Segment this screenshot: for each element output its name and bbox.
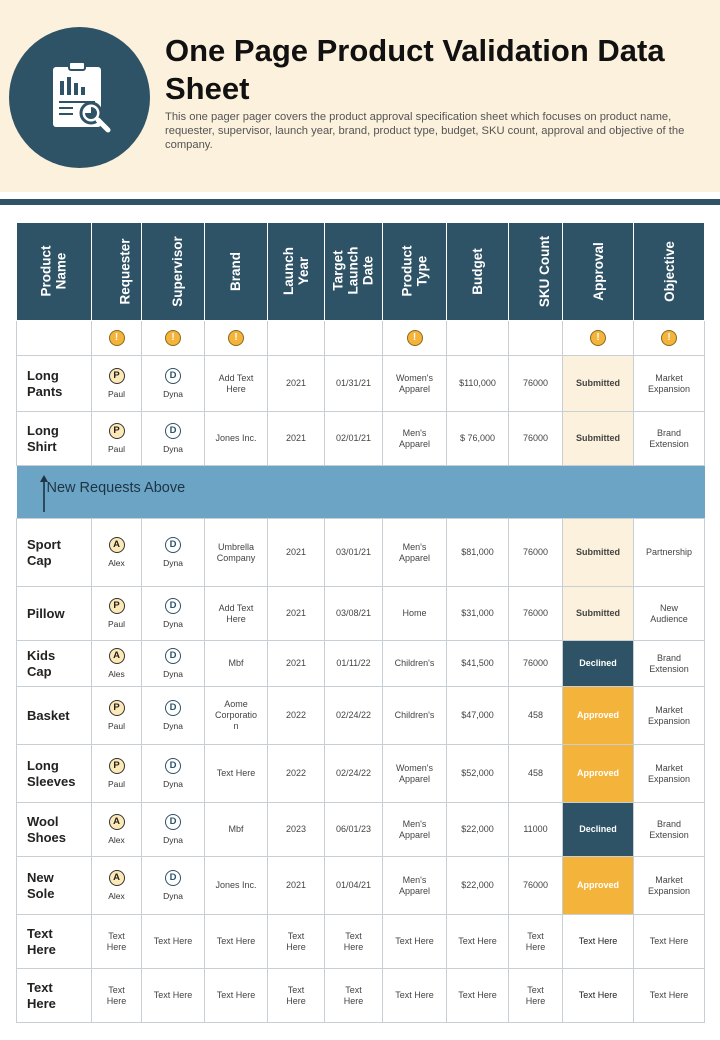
launch-date-cell: 03/01/21 — [325, 519, 383, 587]
requester-name: Alex — [108, 890, 125, 901]
warning-cell — [92, 321, 142, 356]
brand-cell: Aome Corporatio n — [205, 687, 268, 745]
requester-cell — [92, 519, 142, 587]
requester-avatar-group — [94, 598, 139, 630]
requester-avatar-group — [94, 758, 139, 790]
budget-cell: $110,000 — [447, 356, 509, 412]
warning-cell — [205, 321, 268, 356]
objective-cell: Partnership — [634, 519, 705, 587]
sku-count-cell: 76000 — [509, 356, 563, 412]
product-name: New Sole — [17, 857, 92, 915]
product-name: Wool Shoes — [17, 803, 92, 857]
brand-cell: Mbf — [205, 803, 268, 857]
product-type-cell: Children's — [383, 687, 447, 745]
requester-name: Paul — [107, 388, 125, 399]
approval-status-badge: Declined — [563, 803, 634, 857]
col-objective — [634, 223, 705, 321]
col-supervisor — [142, 223, 205, 321]
requester-avatar-group — [94, 423, 139, 455]
warning-cell — [563, 321, 634, 356]
product-type-cell: Men's Apparel — [383, 412, 447, 466]
launch-date-cell: 02/24/22 — [325, 687, 383, 745]
requester-cell — [92, 412, 142, 466]
approval-status-badge: Text Here — [563, 969, 634, 1023]
table-row — [17, 745, 705, 803]
supervisor-cell — [142, 803, 205, 857]
supervisor-name: Dyna — [163, 668, 183, 679]
budget-cell: Text Here — [447, 969, 509, 1023]
budget-cell: $81,000 — [447, 519, 509, 587]
col-label: Supervisor — [169, 235, 185, 307]
product-type-cell: Home — [383, 587, 447, 641]
launch-year-cell: 2021 — [268, 519, 325, 587]
launch-date-cell: 01/11/22 — [325, 641, 383, 687]
warning-icon: ! — [590, 330, 606, 346]
col-label: Product Name — [38, 244, 69, 297]
sku-count-cell: 458 — [509, 687, 563, 745]
warning-cell — [142, 321, 205, 356]
requester-cell — [92, 745, 142, 803]
product-name: Pillow — [17, 587, 92, 641]
supervisor-name: Dyna — [163, 890, 183, 901]
page-subtitle: This one pager pager covers the product approval specification sheet which focuses on product name, requester, supervisor, launch year, brand, product type, budget, SKU count, approval and objective of the company. — [165, 111, 685, 151]
warning-icon: ! — [165, 330, 181, 346]
col-label: Requester — [117, 237, 133, 305]
requester-name: Paul — [107, 618, 125, 629]
supervisor-avatar-group — [144, 537, 202, 569]
brand-cell: Text Here — [205, 969, 268, 1023]
table-row — [17, 687, 705, 745]
product-name: Long Pants — [17, 356, 92, 412]
supervisor-avatar-group — [144, 423, 202, 455]
logo-badge — [9, 27, 150, 168]
supervisor-avatar-group — [144, 814, 202, 846]
requester-cell: Text Here — [92, 915, 142, 969]
launch-year-cell: 2021 — [268, 641, 325, 687]
col-brand — [205, 223, 268, 321]
table-row — [17, 412, 705, 466]
budget-cell: $47,000 — [447, 687, 509, 745]
table-row — [17, 857, 705, 915]
launch-date-cell: Text Here — [325, 915, 383, 969]
supervisor-avatar-group — [144, 758, 202, 790]
empty-cell — [509, 321, 563, 356]
launch-date-cell: 06/01/23 — [325, 803, 383, 857]
budget-cell: $52,000 — [447, 745, 509, 803]
avatar: P — [109, 758, 125, 774]
product-name: Long Sleeves — [17, 745, 92, 803]
separator-cell — [17, 466, 705, 519]
avatar: P — [109, 368, 125, 384]
supervisor-cell — [142, 745, 205, 803]
objective-cell: Market Expansion — [634, 857, 705, 915]
requester-name: Paul — [107, 443, 125, 454]
supervisor-avatar-group — [144, 368, 202, 400]
warning-cell — [634, 321, 705, 356]
product-type-cell: Women's Apparel — [383, 356, 447, 412]
col-label: Target Launch Date — [330, 246, 376, 295]
col-label: Budget — [470, 247, 485, 295]
empty-cell — [17, 321, 92, 356]
supervisor-cell — [142, 687, 205, 745]
empty-cell — [268, 321, 325, 356]
launch-year-cell: 2023 — [268, 803, 325, 857]
supervisor-cell — [142, 519, 205, 587]
product-type-cell: Men's Apparel — [383, 803, 447, 857]
avatar: D — [165, 598, 181, 614]
approval-status-badge: Approved — [563, 745, 634, 803]
report-magnifier-icon — [9, 27, 150, 168]
avatar: D — [165, 648, 181, 664]
supervisor-name: Dyna — [163, 778, 183, 789]
sku-count-cell: 76000 — [509, 519, 563, 587]
supervisor-avatar-group — [144, 598, 202, 630]
product-type-cell: Men's Apparel — [383, 519, 447, 587]
requester-cell — [92, 641, 142, 687]
sku-count-cell: 76000 — [509, 587, 563, 641]
supervisor-cell — [142, 412, 205, 466]
requester-avatar-group — [94, 700, 139, 732]
budget-cell: $ 76,000 — [447, 412, 509, 466]
brand-cell: Jones Inc. — [205, 412, 268, 466]
approval-status-badge: Approved — [563, 857, 634, 915]
launch-year-cell: 2022 — [268, 745, 325, 803]
approval-status-badge: Submitted — [563, 412, 634, 466]
budget-cell: $22,000 — [447, 857, 509, 915]
requester-name: Alex — [108, 557, 125, 568]
empty-cell — [325, 321, 383, 356]
launch-date-cell: 01/04/21 — [325, 857, 383, 915]
launch-date-cell: 02/01/21 — [325, 412, 383, 466]
table-row — [17, 969, 705, 1023]
sku-count-cell: 11000 — [509, 803, 563, 857]
approval-status-badge: Approved — [563, 687, 634, 745]
brand-cell: Add Text Here — [205, 356, 268, 412]
launch-year-cell: 2021 — [268, 857, 325, 915]
budget-cell: $31,000 — [447, 587, 509, 641]
table-row — [17, 519, 705, 587]
table-row — [17, 641, 705, 687]
objective-cell: Market Expansion — [634, 745, 705, 803]
avatar: A — [109, 648, 125, 664]
approval-status-badge: Submitted — [563, 356, 634, 412]
supervisor-name: Dyna — [163, 720, 183, 731]
sku-count-cell: 76000 — [509, 641, 563, 687]
supervisor-name: Dyna — [163, 618, 183, 629]
avatar: A — [109, 870, 125, 886]
requester-cell — [92, 587, 142, 641]
avatar: D — [165, 814, 181, 830]
requester-cell — [92, 687, 142, 745]
supervisor-avatar-group — [144, 648, 202, 680]
avatar: D — [165, 537, 181, 553]
avatar: D — [165, 700, 181, 716]
approval-status-badge: Submitted — [563, 519, 634, 587]
avatar: D — [165, 423, 181, 439]
supervisor-cell — [142, 857, 205, 915]
col-label: Approval — [590, 241, 606, 301]
supervisor-avatar-group — [144, 870, 202, 902]
product-name: Basket — [17, 687, 92, 745]
product-validation-table — [16, 222, 705, 1023]
table-row — [17, 356, 705, 412]
supervisor-name: Dyna — [163, 557, 183, 568]
table-row — [17, 915, 705, 969]
budget-cell: $22,000 — [447, 803, 509, 857]
table-row — [17, 587, 705, 641]
col-budget — [447, 223, 509, 321]
requester-cell — [92, 857, 142, 915]
warning-cell — [383, 321, 447, 356]
sku-count-cell: 458 — [509, 745, 563, 803]
product-name: Text Here — [17, 915, 92, 969]
product-type-cell: Children's — [383, 641, 447, 687]
objective-cell: Brand Extension — [634, 803, 705, 857]
objective-cell: Brand Extension — [634, 641, 705, 687]
supervisor-cell — [142, 641, 205, 687]
page-title: One Page Product Validation Data Sheet — [165, 33, 665, 106]
supervisor-name: Dyna — [163, 834, 183, 845]
approval-status-badge: Submitted — [563, 587, 634, 641]
separator-label: New Requests Above — [46, 480, 186, 496]
col-label: Launch Year — [280, 246, 311, 295]
objective-cell: Market Expansion — [634, 356, 705, 412]
sku-count-cell: 76000 — [509, 857, 563, 915]
product-name: Long Shirt — [17, 412, 92, 466]
avatar: A — [109, 537, 125, 553]
avatar: P — [109, 598, 125, 614]
col-sku-count — [509, 223, 563, 321]
launch-year-cell: 2022 — [268, 687, 325, 745]
separator-content — [17, 466, 705, 518]
divider-band — [0, 199, 720, 205]
requester-avatar-group — [94, 368, 139, 400]
brand-cell: Umbrella Company — [205, 519, 268, 587]
brand-cell: Add Text Here — [205, 587, 268, 641]
supervisor-cell: Text Here — [142, 915, 205, 969]
launch-year-cell: 2021 — [268, 356, 325, 412]
approval-status-badge: Declined — [563, 641, 634, 687]
empty-cell — [447, 321, 509, 356]
table-row — [17, 803, 705, 857]
requester-name: Alex — [108, 834, 125, 845]
launch-year-cell: Text Here — [268, 969, 325, 1023]
launch-date-cell: 01/31/21 — [325, 356, 383, 412]
col-launch-year — [268, 223, 325, 321]
launch-date-cell: 02/24/22 — [325, 745, 383, 803]
warning-row — [17, 321, 705, 356]
requester-cell — [92, 803, 142, 857]
brand-cell: Text Here — [205, 915, 268, 969]
product-name: Kids Cap — [17, 641, 92, 687]
objective-cell: Text Here — [634, 915, 705, 969]
launch-year-cell: 2021 — [268, 587, 325, 641]
avatar: D — [165, 368, 181, 384]
brand-cell: Mbf — [205, 641, 268, 687]
budget-cell: Text Here — [447, 915, 509, 969]
product-type-cell: Text Here — [383, 915, 447, 969]
warning-icon: ! — [109, 330, 125, 346]
avatar: P — [109, 700, 125, 716]
product-type-cell: Women's Apparel — [383, 745, 447, 803]
supervisor-cell — [142, 356, 205, 412]
sku-count-cell: 76000 — [509, 412, 563, 466]
product-type-cell: Text Here — [383, 969, 447, 1023]
requester-avatar-group — [94, 537, 139, 569]
product-name: Sport Cap — [17, 519, 92, 587]
sku-count-cell: Text Here — [509, 915, 563, 969]
objective-cell: New Audience — [634, 587, 705, 641]
avatar: D — [165, 870, 181, 886]
col-label: Brand — [228, 251, 244, 291]
supervisor-cell — [142, 587, 205, 641]
requester-name: Paul — [107, 720, 125, 731]
supervisor-name: Dyna — [163, 443, 183, 454]
warning-icon: ! — [228, 330, 244, 346]
col-label: Product Type — [399, 244, 430, 297]
launch-year-cell: Text Here — [268, 915, 325, 969]
col-target-launch-date — [325, 223, 383, 321]
avatar: P — [109, 423, 125, 439]
launch-date-cell: 03/08/21 — [325, 587, 383, 641]
avatar: D — [165, 758, 181, 774]
objective-cell: Brand Extension — [634, 412, 705, 466]
col-approval — [563, 223, 634, 321]
col-product-type — [383, 223, 447, 321]
supervisor-cell: Text Here — [142, 969, 205, 1023]
product-name: Text Here — [17, 969, 92, 1023]
requester-cell: Text Here — [92, 969, 142, 1023]
requester-avatar-group — [94, 870, 139, 902]
header-banner — [0, 0, 720, 192]
brand-cell: Text Here — [205, 745, 268, 803]
requester-cell — [92, 356, 142, 412]
col-product-name — [17, 223, 92, 321]
requester-avatar-group — [94, 814, 139, 846]
requester-avatar-group — [94, 648, 139, 680]
avatar: A — [109, 814, 125, 830]
product-type-cell: Men's Apparel — [383, 857, 447, 915]
warning-icon: ! — [407, 330, 423, 346]
warning-icon: ! — [661, 330, 677, 346]
launch-date-cell: Text Here — [325, 969, 383, 1023]
requester-name: Ales — [108, 668, 125, 679]
brand-cell: Jones Inc. — [205, 857, 268, 915]
section-separator — [17, 466, 705, 519]
budget-cell: $41,500 — [447, 641, 509, 687]
supervisor-avatar-group — [144, 700, 202, 732]
approval-status-badge: Text Here — [563, 915, 634, 969]
objective-cell: Market Expansion — [634, 687, 705, 745]
launch-year-cell: 2021 — [268, 412, 325, 466]
sku-count-cell: Text Here — [509, 969, 563, 1023]
requester-name: Paul — [107, 778, 125, 789]
col-label: SKU Count — [537, 235, 553, 307]
col-label: Objective — [661, 240, 677, 302]
header-row — [17, 223, 705, 321]
supervisor-name: Dyna — [163, 388, 183, 399]
col-requester — [92, 223, 142, 321]
objective-cell: Text Here — [634, 969, 705, 1023]
